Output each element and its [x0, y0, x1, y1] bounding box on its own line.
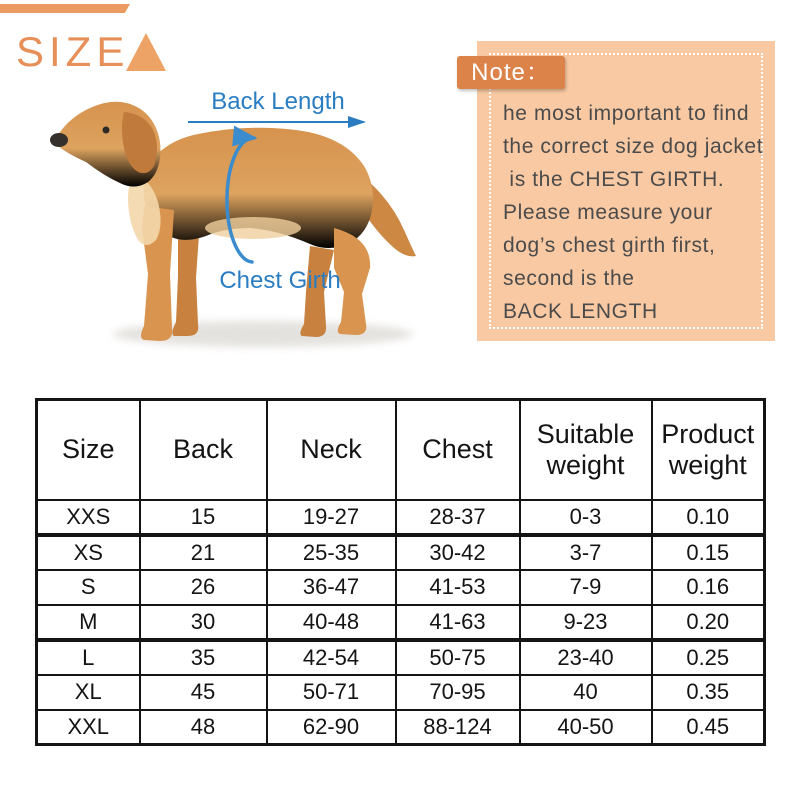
table-cell: 30 [140, 605, 267, 640]
table-row [37, 500, 765, 535]
dog-belly-fluff [205, 217, 301, 239]
table-header-row [37, 400, 765, 500]
table-cell: 25-35 [267, 535, 396, 570]
table-cell: 28-37 [396, 500, 520, 535]
table-cell: 0.45 [652, 710, 765, 745]
table-cell: 42-54 [267, 640, 396, 675]
logo-triangle-icon [126, 33, 166, 71]
table-cell: 0-3 [520, 500, 652, 535]
table-cell: 50-71 [267, 675, 396, 710]
table-cell: 70-95 [396, 675, 520, 710]
table-cell: 30-42 [396, 535, 520, 570]
table-cell: 26 [140, 570, 267, 605]
table-cell: 50-75 [396, 640, 520, 675]
table-cell: 0.15 [652, 535, 765, 570]
table-cell: 41-63 [396, 605, 520, 640]
table-row [37, 710, 765, 745]
back-length-label: Back Length [211, 88, 345, 115]
table-cell: 62-90 [267, 710, 396, 745]
column-header: Chest [396, 400, 520, 500]
table-cell: 21 [140, 535, 267, 570]
table-cell: 7-9 [520, 570, 652, 605]
table-cell: 88-124 [396, 710, 520, 745]
note-line: Please measure your [503, 201, 713, 224]
size-cell: M [37, 605, 140, 640]
table-row [37, 640, 765, 675]
column-header: Back [140, 400, 267, 500]
table-header [37, 400, 765, 500]
table-row [37, 535, 765, 570]
table-cell: 3-7 [520, 535, 652, 570]
size-table [35, 398, 766, 746]
table-row [37, 570, 765, 605]
size-cell: S [37, 570, 140, 605]
dog-eye [103, 127, 110, 134]
size-cell: XL [37, 675, 140, 710]
table-row [37, 675, 765, 710]
table-row [37, 605, 765, 640]
size-cell: XXL [37, 710, 140, 745]
note-title: Note： [457, 56, 565, 89]
dog-measurement-diagram [28, 78, 448, 370]
table-cell: 40-48 [267, 605, 396, 640]
table-cell: 36-47 [267, 570, 396, 605]
table-cell: 0.10 [652, 500, 765, 535]
table-cell: 0.16 [652, 570, 765, 605]
table-cell: 48 [140, 710, 267, 745]
table-cell: 0.25 [652, 640, 765, 675]
size-cell: L [37, 640, 140, 675]
column-header: Size [37, 400, 140, 500]
note-body [503, 97, 763, 328]
table-cell: 0.20 [652, 605, 765, 640]
table-cell: 35 [140, 640, 267, 675]
size-logo-label: SIZE [16, 28, 130, 75]
size-cell: XS [37, 535, 140, 570]
table-cell: 19-27 [267, 500, 396, 535]
table-cell: 0.35 [652, 675, 765, 710]
table-cell: 40 [520, 675, 652, 710]
chest-girth-label: Chest Girth [219, 267, 341, 294]
table-cell: 41-53 [396, 570, 520, 605]
note-line: BACK LENGTH [503, 300, 658, 323]
note-line: is the CHEST GIRTH. [503, 168, 725, 191]
size-cell: XXS [37, 500, 140, 535]
note-line: the correct size dog jacket [503, 135, 764, 158]
table-cell: 40-50 [520, 710, 652, 745]
table-body [37, 500, 765, 745]
note-line: second is the [503, 267, 635, 290]
note-line: dog’s chest girth first, [503, 234, 716, 257]
table-cell: 15 [140, 500, 267, 535]
table-cell: 9-23 [520, 605, 652, 640]
dog-nose [50, 133, 68, 147]
table-cell: 23-40 [520, 640, 652, 675]
column-header: Product weight [652, 400, 765, 500]
note-line: he most important to find [503, 102, 750, 125]
column-header: Neck [267, 400, 396, 500]
table-cell: 45 [140, 675, 267, 710]
column-header: Suitable weight [520, 400, 652, 500]
logo-top-bar [0, 4, 130, 13]
